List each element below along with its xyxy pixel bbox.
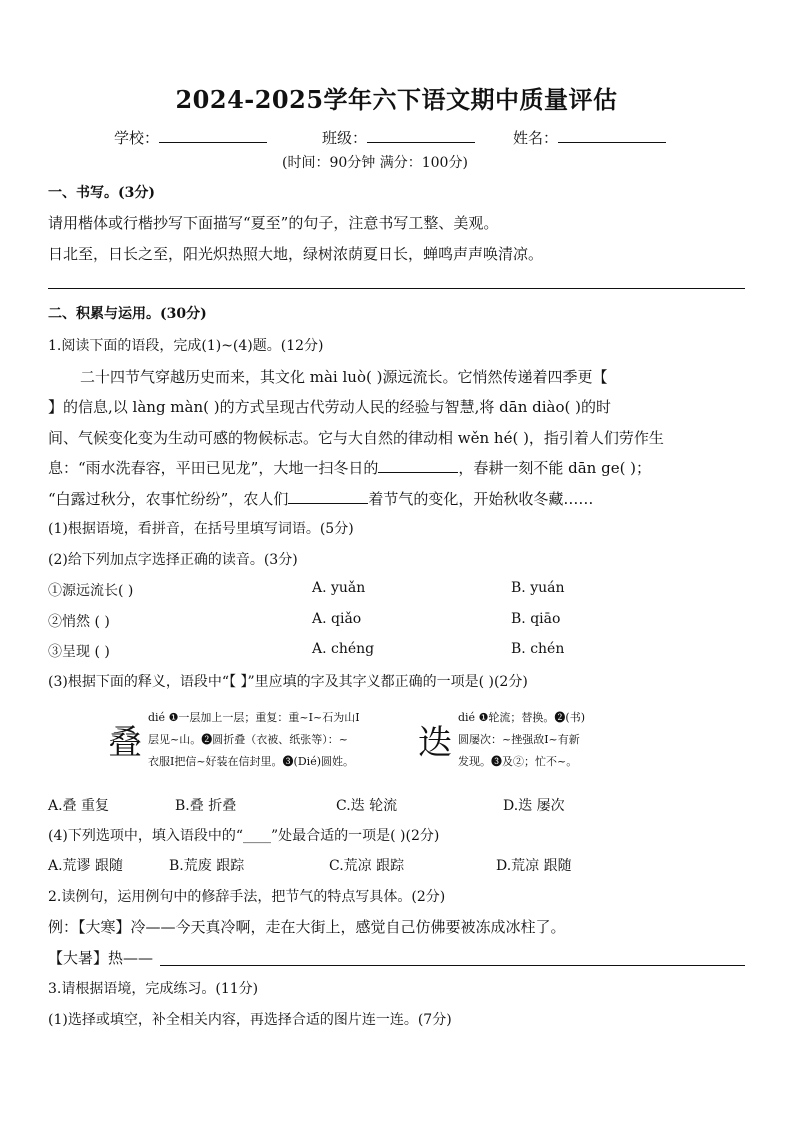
passage-line-2: 】的信息,以 làng màn( )的方式呈现古代劳动人民的经验与智慧,将 dān diào( )的时 — [48, 398, 611, 416]
school-field — [114, 127, 267, 148]
sub3-option-d[interactable]: D.迭 屡次 — [503, 798, 565, 814]
dict-right-char: 迭 — [418, 723, 452, 763]
sub2-option-1b[interactable]: B. yuán — [511, 580, 565, 596]
writing-line[interactable] — [48, 288, 745, 289]
section1-sentence: 日北至，日长之至，阳光炽热照大地，绿树浓荫夏日长，蝉鸣声声唤清凉。 — [48, 245, 544, 263]
passage-blank-2[interactable] — [288, 489, 368, 504]
sub4-option-d[interactable]: D.荒凉 跟随 — [496, 858, 572, 874]
sub2-item-1: ①源远流长( ) — [48, 583, 134, 599]
sub2-option-3a[interactable]: A. chéng — [312, 641, 375, 657]
q3-sub1: (1)选择或填空，补全相关内容，再选择合适的图片连一连。(7分) — [48, 1012, 452, 1028]
sub4-option-a[interactable]: A.荒谬 跟随 — [48, 858, 124, 874]
passage-line-5a: “白露过秋分，农事忙纷纷”，农人们 — [48, 490, 289, 508]
section2-heading: 二、积累与运用。(30分) — [48, 306, 207, 322]
name-label: 姓名： — [513, 129, 559, 147]
dict-left-line-1: dié ❶一层加上一层；重复：重~I~石为山I — [148, 711, 360, 724]
dict-left-char: 叠 — [108, 723, 142, 763]
dict-left-definition — [148, 707, 360, 773]
sub2-option-1a[interactable]: A. yuǎn — [312, 580, 366, 596]
class-label: 班级： — [322, 129, 368, 147]
class-field — [322, 127, 475, 148]
sub3-option-c[interactable]: C.迭 轮流 — [336, 798, 398, 814]
passage-line-5 — [48, 488, 593, 509]
time-note: (时间：90分钟 满分：100分) — [282, 155, 468, 171]
dict-right-line-1: dié ❶轮流；替换。❷(书) — [458, 711, 586, 724]
passage-line-5b: 着节气的变化，开始秋收冬藏…… — [368, 490, 594, 508]
page-title: 2024-2025学年六下语文期中质量评估 — [175, 85, 618, 114]
class-blank[interactable] — [367, 128, 475, 143]
passage-line-3: 间、气候变化变为生动可感的物候标志。它与大自然的律动相 wěn hé( )，指引着人们劳作生 — [48, 429, 664, 447]
passage-blank-1[interactable] — [378, 458, 458, 473]
passage-line-1: 二十四节气穿越历史而来，其文化 mài luò( )源远流长。它悄然传递着四季更【 — [80, 368, 608, 386]
sub4-option-b[interactable]: B.荒废 跟踪 — [169, 858, 245, 874]
sub3-option-b[interactable]: B.叠 折叠 — [175, 798, 237, 814]
school-blank[interactable] — [159, 128, 267, 143]
dict-right-definition — [458, 707, 585, 773]
q1-stem: 1.阅读下面的语段，完成(1)~(4)题。(12分) — [48, 338, 324, 354]
dict-right-line-2: 圆屡次：~挫强敌I~有新 — [458, 733, 580, 746]
sub2-item-2: ②悄然 ( ) — [48, 614, 110, 630]
name-blank[interactable] — [558, 128, 666, 143]
section1-heading: 一、书写。(3分) — [48, 185, 155, 201]
sub2-item-3: ③呈现 ( ) — [48, 644, 110, 660]
q2-answer-line[interactable] — [160, 965, 745, 966]
passage-line-4 — [48, 457, 651, 478]
dict-left-line-2: 层见~山。❷圆折叠（衣被、纸张等）：~ — [148, 733, 348, 746]
sub4-option-c[interactable]: C.荒凉 跟踪 — [329, 858, 405, 874]
q1-sub4: (4)下列选项中，填入语段中的“____”处最合适的一项是( )(2分) — [48, 828, 440, 844]
dict-right-line-3: 发现。❸及②；忙不~。 — [458, 755, 578, 768]
q1-sub1: (1)根据语境，看拼音，在括号里填写词语。(5分) — [48, 521, 354, 537]
q1-sub3: (3)根据下面的释义，语段中“【 】”里应填的字及其字义都正确的一项是( )(2分) — [48, 674, 528, 690]
section1-instruction: 请用楷体或行楷抄写下面描写“夏至”的句子，注意书写工整、美观。 — [48, 214, 499, 232]
q2-example: 例：【大寒】冷——今天真冷啊，走在大街上，感觉自己仿佛要被冻成冰柱了。 — [48, 918, 566, 936]
sub3-option-a[interactable]: A.叠 重复 — [48, 798, 110, 814]
sub2-option-2b[interactable]: B. qiāo — [511, 611, 561, 627]
sub2-option-3b[interactable]: B. chén — [511, 641, 565, 657]
q3-stem: 3.请根据语境，完成练习。(11分) — [48, 981, 259, 997]
sub2-option-2a[interactable]: A. qiǎo — [312, 611, 362, 627]
q2-task: 【大暑】热—— — [48, 949, 154, 967]
passage-line-4a: 息：“雨水洗春容，平田已见龙”，大地一扫冬日的 — [48, 459, 379, 477]
q1-sub2: (2)给下列加点字选择正确的读音。(3分) — [48, 552, 298, 568]
name-field — [513, 127, 666, 148]
school-label: 学校： — [114, 129, 160, 147]
q2-stem: 2.读例句，运用例句中的修辞手法，把节气的特点写具体。(2分) — [48, 889, 446, 905]
dict-left-line-3: 衣服I把信~好装在信封里。❸(Dié)圆姓。 — [148, 755, 354, 768]
passage-line-4b: ，春耕一刻不能 dān ge( )； — [458, 459, 652, 477]
